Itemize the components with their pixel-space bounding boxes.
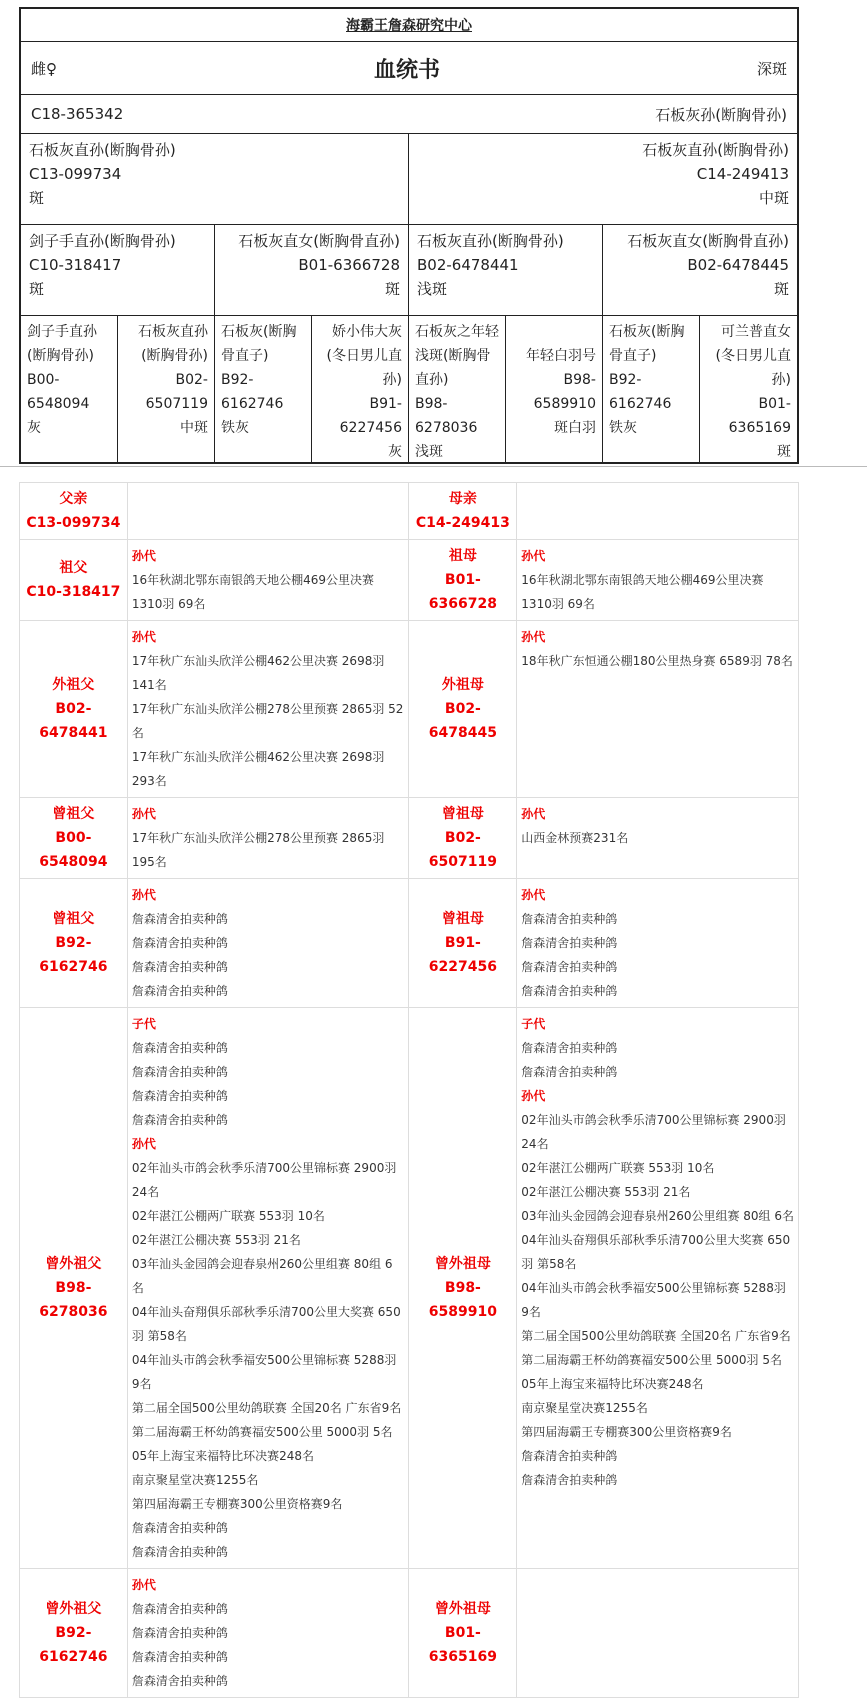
relation-title: 曾祖母 (441, 911, 484, 927)
pedigree-chart (19, 7, 799, 464)
relation-title: 母亲 (448, 491, 477, 507)
gen3-line: 孙) (382, 372, 402, 388)
record-list (517, 621, 799, 798)
record-list (517, 1008, 799, 1569)
race-record: 04年汕头奋翔俱乐部秋季乐清700公里大奖赛 650羽 第58名 (131, 1305, 401, 1343)
gen3-line: B92- (609, 372, 642, 388)
generation-heading: 孙代 (521, 549, 546, 563)
relation-ring: B02-6478441 (39, 701, 108, 741)
gen3-line: 中斑 (180, 420, 208, 436)
race-record: 03年汕头金园鸽会迎春泉州260公里组赛 80组 6名 (131, 1257, 393, 1295)
gen3-line: 骨直子) (609, 348, 657, 364)
gen3-line: B02- (175, 372, 208, 388)
generation-heading: 孙代 (131, 1578, 156, 1592)
race-record: 17年秋广东汕头欣洋公棚462公里决赛 2698羽 141名 (131, 654, 385, 692)
gen3-line: B98- (563, 372, 596, 388)
gen3-line: 6162746 (609, 396, 672, 412)
gen3-line: B91- (369, 396, 402, 412)
record-list (127, 879, 409, 1008)
gen3-line: B98- (415, 396, 448, 412)
record-list (127, 1569, 409, 1698)
record-list (127, 540, 409, 621)
race-record: 05年上海宝来福特比环决赛248名 (131, 1449, 314, 1463)
gen3-line: B92- (221, 372, 254, 388)
ring-number: C18-365342 (31, 105, 124, 123)
gen3-line: 灰 (388, 444, 402, 460)
race-record: 02年湛江公棚决赛 553羽 21名 (521, 1185, 691, 1199)
sire-name: 石板灰直孙(断胸骨孙) (29, 141, 176, 159)
gen3-cell (700, 316, 797, 462)
race-record: 詹森清舍拍卖种鸽 (131, 1041, 228, 1055)
gen3-cell (312, 316, 409, 462)
record-row (20, 798, 799, 879)
race-record: 詹森清舍拍卖种鸽 (131, 912, 228, 926)
race-record: 第二届海霸王杯幼鸽赛福安500公里 5000羽 5名 (521, 1353, 783, 1367)
generation-heading: 孙代 (521, 807, 546, 821)
race-record: 04年汕头奋翔俱乐部秋季乐清700公里大奖赛 650羽 第58名 (521, 1233, 791, 1271)
gen2-ring: B02-6478441 (417, 256, 519, 274)
race-record: 詹森清舍拍卖种鸽 (521, 1041, 618, 1055)
race-record: 詹森清舍拍卖种鸽 (131, 1626, 228, 1640)
gen3-line: 骨直子) (221, 348, 269, 364)
gen3-line: 可兰普直女 (721, 324, 791, 340)
race-record: 詹森清舍拍卖种鸽 (131, 1521, 228, 1535)
dam-ring: C14-249413 (696, 165, 789, 183)
relation-title: 外祖父 (52, 677, 95, 693)
race-record: 詹森清舍拍卖种鸽 (131, 1545, 228, 1559)
gen3-line: 年轻白羽号 (526, 348, 596, 364)
gen3-line: 6589910 (533, 396, 596, 412)
relation-ring: C14-249413 (415, 515, 510, 531)
gen2-name: 石板灰直女(断胸骨直孙) (627, 232, 789, 250)
gen3-cell (506, 316, 603, 462)
race-record: 詹森清舍拍卖种鸽 (131, 1674, 228, 1688)
record-list (127, 483, 409, 540)
gen3-cell (21, 316, 118, 462)
record-row (20, 483, 799, 540)
race-record: 詹森清舍拍卖种鸽 (131, 1065, 228, 1079)
right-relation-label (409, 621, 517, 798)
race-record: 17年秋广东汕头欣洋公棚278公里预赛 2865羽 195名 (131, 831, 385, 869)
generation-heading: 孙代 (131, 807, 156, 821)
gen3-row (21, 316, 797, 462)
record-list (517, 1569, 799, 1698)
relation-ring: B98-6278036 (39, 1280, 108, 1320)
relation-title: 父亲 (59, 491, 88, 507)
gen3-line: 石板灰(断胸 (221, 324, 297, 340)
gen3-line: (冬日男儿直 (715, 348, 791, 364)
gen2-name: 剑子手直孙(断胸骨孙) (29, 232, 176, 250)
relation-title: 曾外祖父 (45, 1256, 102, 1272)
race-record: 第二届海霸王杯幼鸽赛福安500公里 5000羽 5名 (131, 1425, 393, 1439)
gen2-name: 石板灰直女(断胸骨直孙) (238, 232, 400, 250)
gen3-line: 剑子手直孙 (27, 324, 97, 340)
gen3-cell (603, 316, 700, 462)
gen3-line: 石板灰之年轻 (415, 324, 499, 340)
record-list (517, 540, 799, 621)
left-relation-label (20, 540, 128, 621)
record-list (517, 483, 799, 540)
right-relation-label (409, 1008, 517, 1569)
gen2-cell (409, 225, 603, 315)
gen3-line: 灰 (27, 420, 41, 436)
race-record: 第四届海霸王专棚赛300公里资格赛9名 (131, 1497, 343, 1511)
gen3-line: 斑 (777, 444, 791, 460)
race-record: 詹森清舍拍卖种鸽 (131, 936, 228, 950)
relation-ring: C13-099734 (26, 515, 121, 531)
relation-ring: B98-6589910 (428, 1280, 497, 1320)
gen3-line: 6507119 (145, 396, 208, 412)
record-list (517, 879, 799, 1008)
generation-heading: 子代 (131, 1017, 156, 1031)
records-table (19, 482, 799, 1698)
right-relation-label (409, 483, 517, 540)
relation-title: 祖父 (59, 560, 88, 576)
race-record: 02年湛江公棚两广联赛 553羽 10名 (131, 1209, 325, 1223)
relation-title: 祖母 (448, 548, 477, 564)
gen3-cell (409, 316, 506, 462)
gen3-line: 石板灰直孙 (138, 324, 208, 340)
race-record: 16年秋湖北鄂东南银鸽天地公棚469公里决赛 1310羽 69名 (131, 573, 374, 611)
gen3-line: 石板灰(断胸 (609, 324, 685, 340)
record-list (127, 798, 409, 879)
generation-heading: 孙代 (131, 888, 156, 902)
race-record: 詹森清舍拍卖种鸽 (521, 960, 618, 974)
generation-heading: 孙代 (131, 1137, 156, 1151)
relation-ring: C10-318417 (26, 584, 121, 600)
race-record: 16年秋湖北鄂东南银鸽天地公棚469公里决赛 1310羽 69名 (521, 573, 764, 611)
gen3-line: 浅斑(断胸骨 (415, 348, 491, 364)
gen3-line: 斑白羽 (554, 420, 596, 436)
sire-color: 斑 (29, 189, 45, 207)
left-relation-label (20, 1569, 128, 1698)
race-record: 詹森清舍拍卖种鸽 (131, 1650, 228, 1664)
relation-ring: B01-6366728 (428, 572, 497, 612)
gen3-cell (118, 316, 215, 462)
relation-title: 曾外祖母 (434, 1601, 491, 1617)
gen3-line: (断胸骨孙) (141, 348, 208, 364)
record-row (20, 540, 799, 621)
race-record: 03年汕头金园鸽会迎春泉州260公里组赛 80组 6名 (521, 1209, 795, 1223)
relation-ring: B02-6507119 (428, 830, 497, 870)
gen3-line: 浅斑 (415, 444, 443, 460)
gen2-name: 石板灰直孙(断胸骨孙) (417, 232, 564, 250)
generation-heading: 子代 (521, 1017, 546, 1031)
right-relation-label (409, 879, 517, 1008)
gen3-line: 6548094 (27, 396, 90, 412)
gen2-ring: B02-6478445 (687, 256, 789, 274)
gen3-line: 6162746 (221, 396, 284, 412)
gen3-line: 6365169 (728, 420, 791, 436)
race-record: 詹森清舍拍卖种鸽 (521, 912, 618, 926)
gen3-line: (断胸骨孙) (27, 348, 94, 364)
record-row (20, 879, 799, 1008)
race-record: 第四届海霸王专棚赛300公里资格赛9名 (521, 1425, 732, 1439)
gen3-line: B01- (758, 396, 791, 412)
race-record: 詹森清舍拍卖种鸽 (521, 936, 618, 950)
race-record: 02年湛江公棚决赛 553羽 21名 (131, 1233, 301, 1247)
gen2-row (21, 225, 797, 316)
record-row (20, 1008, 799, 1569)
gen2-cell (215, 225, 409, 315)
gen3-line: 直孙) (415, 372, 449, 388)
race-record: 詹森清舍拍卖种鸽 (131, 1113, 228, 1127)
race-record: 18年秋广东恒通公棚180公里热身赛 6589羽 78名 (521, 654, 793, 668)
gen3-line: B00- (27, 372, 60, 388)
relation-title: 曾外祖母 (434, 1256, 491, 1272)
right-relation-label (409, 798, 517, 879)
race-record: 詹森清舍拍卖种鸽 (131, 1089, 228, 1103)
sex-label: 雌♀ (31, 59, 57, 78)
race-record: 17年秋广东汕头欣洋公棚462公里决赛 2698羽 293名 (131, 750, 385, 788)
gen2-color: 浅斑 (417, 280, 448, 298)
race-record: 05年上海宝来福特比环决赛248名 (521, 1377, 704, 1391)
race-record: 04年汕头市鸽会秋季福安500公里锦标赛 5288羽 9名 (521, 1281, 786, 1319)
gen3-line: 6278036 (415, 420, 478, 436)
race-record: 02年湛江公棚两广联赛 553羽 10名 (521, 1161, 715, 1175)
dam-name: 石板灰直孙(断胸骨孙) (642, 141, 789, 159)
race-record: 詹森清舍拍卖种鸽 (521, 1065, 618, 1079)
race-record: 山西金林预赛231名 (521, 831, 629, 845)
race-record: 詹森清舍拍卖种鸽 (521, 1473, 618, 1487)
gen3-line: 娇小伟大灰 (332, 324, 402, 340)
sire-cell (21, 134, 409, 224)
gen3-line: 铁灰 (221, 420, 249, 436)
generation-heading: 孙代 (131, 630, 156, 644)
sire-ring: C13-099734 (29, 165, 122, 183)
race-record: 02年汕头市鸽会秋季乐清700公里锦标赛 2900羽 24名 (131, 1161, 397, 1199)
gen2-ring: C10-318417 (29, 256, 122, 274)
relation-ring: B92-6162746 (39, 935, 108, 975)
left-relation-label (20, 621, 128, 798)
gen2-color: 斑 (384, 280, 400, 298)
relation-title: 曾祖父 (52, 806, 95, 822)
relation-ring: B00-6548094 (39, 830, 108, 870)
race-record: 南京聚星堂决赛1255名 (521, 1401, 648, 1415)
subject-row (21, 95, 797, 134)
gen3-line: 6227456 (339, 420, 402, 436)
generation-heading: 孙代 (521, 630, 546, 644)
center-name: 海霸王詹森研究中心 (21, 9, 797, 42)
generation-heading: 孙代 (131, 549, 156, 563)
divider (0, 466, 867, 467)
race-record: 04年汕头市鸽会秋季福安500公里锦标赛 5288羽 9名 (131, 1353, 397, 1391)
dam-cell (409, 134, 797, 224)
race-record: 南京聚星堂决赛1255名 (131, 1473, 259, 1487)
record-list (127, 621, 409, 798)
gen2-cell (21, 225, 215, 315)
gen1-row (21, 134, 797, 225)
relation-title: 曾祖父 (52, 911, 95, 927)
generation-heading: 孙代 (521, 1089, 546, 1103)
relation-title: 曾祖母 (441, 806, 484, 822)
record-list (127, 1008, 409, 1569)
record-row (20, 1569, 799, 1698)
left-relation-label (20, 879, 128, 1008)
relation-ring: B91-6227456 (428, 935, 497, 975)
title-row (21, 42, 797, 95)
left-relation-label (20, 1008, 128, 1569)
gen3-line: 孙) (771, 372, 791, 388)
color-label: 深斑 (756, 59, 787, 78)
race-record: 詹森清舍拍卖种鸽 (131, 984, 228, 998)
doc-title: 血统书 (373, 57, 440, 83)
race-record: 詹森清舍拍卖种鸽 (521, 1449, 618, 1463)
race-record: 第二届全国500公里幼鸽联赛 全国20名 广东省9名 (521, 1329, 791, 1343)
race-record: 詹森清舍拍卖种鸽 (131, 1602, 228, 1616)
left-relation-label (20, 798, 128, 879)
race-record: 詹森清舍拍卖种鸽 (131, 960, 228, 974)
record-list (517, 798, 799, 879)
gen2-cell (603, 225, 797, 315)
dam-color: 中斑 (758, 189, 789, 207)
generation-heading: 孙代 (521, 888, 546, 902)
record-row (20, 621, 799, 798)
relation-title: 外祖母 (441, 677, 484, 693)
race-record: 02年汕头市鸽会秋季乐清700公里锦标赛 2900羽 24名 (521, 1113, 786, 1151)
gen2-ring: B01-6366728 (298, 256, 400, 274)
right-relation-label (409, 540, 517, 621)
race-record: 17年秋广东汕头欣洋公棚278公里预赛 2865羽 52名 (131, 702, 404, 740)
left-relation-label (20, 483, 128, 540)
right-relation-label (409, 1569, 517, 1698)
gen2-color: 斑 (773, 280, 789, 298)
gen2-color: 斑 (29, 280, 45, 298)
race-record: 第二届全国500公里幼鸽联赛 全国20名 广东省9名 (131, 1401, 402, 1415)
gen3-cell (215, 316, 312, 462)
relation-ring: B02-6478445 (428, 701, 497, 741)
gen3-line: 铁灰 (609, 420, 637, 436)
race-record: 詹森清舍拍卖种鸽 (521, 984, 618, 998)
relation-ring: B92-6162746 (39, 1625, 108, 1665)
relation-title: 曾外祖父 (45, 1601, 102, 1617)
relation-ring: B01-6365169 (428, 1625, 497, 1665)
gen3-line: (冬日男儿直 (326, 348, 402, 364)
subject-name: 石板灰孙(断胸骨孙) (655, 105, 787, 124)
